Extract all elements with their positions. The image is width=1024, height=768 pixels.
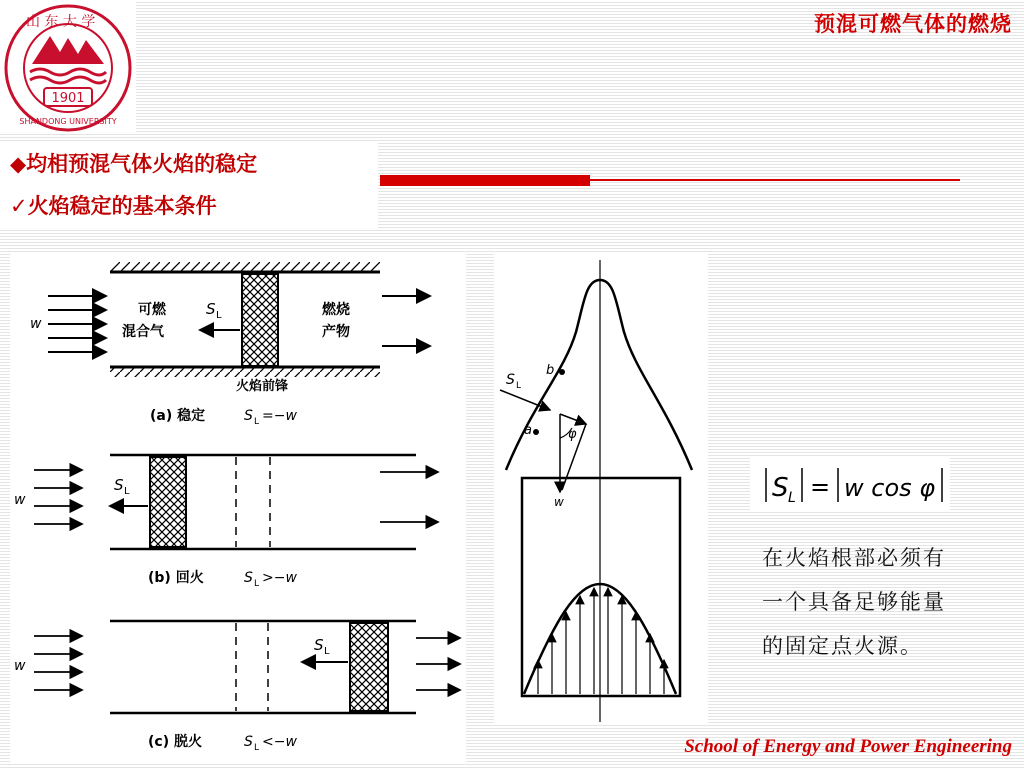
- flame-stability-cases-figure: [10, 252, 466, 762]
- formula-lhs-sub: L: [788, 490, 796, 506]
- panel-a-stable: [30, 262, 430, 427]
- flame-front-label: 火焰前锋: [236, 379, 289, 394]
- caption-c-cond: <−w: [262, 734, 297, 750]
- velocity-label: w: [14, 492, 26, 508]
- caption-c: (c) 脱火: [148, 734, 202, 750]
- figure-left-svg: [10, 252, 466, 762]
- logo-year: 1901: [51, 91, 85, 106]
- burner-tube: [522, 478, 680, 696]
- logo-ring-text: SHANDONG UNIVERSITY: [19, 117, 117, 126]
- velocity-label: w: [30, 316, 42, 332]
- caption-a: (a) 稳定: [150, 408, 206, 424]
- mixture-label-2: 混合气: [122, 324, 164, 340]
- caption-b-cond: >−w: [262, 570, 297, 586]
- flame-cone: [506, 280, 692, 470]
- caption-a-sl: S: [244, 408, 253, 424]
- heading-primary: ◆均相预混气体火焰的稳定: [10, 152, 258, 176]
- sl-label: S: [206, 300, 216, 318]
- products-label-1: 燃烧: [322, 302, 350, 318]
- svg-text:=: =: [810, 473, 831, 501]
- sl-label: S: [314, 636, 324, 654]
- caption-b: (b) 回火: [148, 570, 204, 586]
- slide-title: 预混可燃气体的燃烧: [814, 12, 1012, 36]
- logo-emblem: [0, 0, 136, 134]
- divider-bar: [380, 175, 590, 186]
- sl-subscript: L: [124, 486, 130, 497]
- university-logo: [0, 0, 136, 134]
- sl-label: S: [114, 476, 124, 494]
- ignition-note: 在火焰根部必须有一个具备足够能量的固定点火源。: [762, 546, 946, 658]
- mixture-label-1: 可燃: [138, 302, 166, 318]
- panel-b-flashback: [14, 455, 438, 589]
- formula-lhs: S: [772, 473, 789, 503]
- caption-c-sub: L: [254, 743, 260, 753]
- formula-svg: [750, 458, 950, 512]
- bunsen-flame-figure: [494, 252, 708, 724]
- sl-label: S: [506, 372, 515, 388]
- logo-chars: 山 东 大 学: [26, 14, 96, 30]
- heading-secondary: ✓火焰稳定的基本条件: [10, 194, 217, 218]
- products-label-2: 产物: [322, 324, 350, 340]
- velocity-label: w: [14, 658, 26, 674]
- caption-a-sub: L: [254, 417, 260, 427]
- sl-subscript: L: [324, 646, 330, 657]
- figure-right-svg: [494, 252, 708, 724]
- caption-a-cond: =−w: [262, 408, 297, 424]
- sl-subscript: L: [516, 381, 522, 391]
- formula-rhs: w cos φ: [844, 474, 936, 502]
- caption-b-sl: S: [244, 570, 253, 586]
- point-b-label: b: [546, 363, 555, 378]
- sl-subscript: L: [216, 310, 222, 321]
- phi-label: φ: [568, 427, 577, 442]
- panel-c-blowoff: [14, 621, 460, 753]
- caption-b-sub: L: [254, 579, 260, 589]
- point-a-label: a: [524, 423, 532, 438]
- stability-formula: [750, 458, 950, 512]
- footer-school: School of Energy and Power Engineering: [684, 736, 1012, 757]
- w-label: w: [554, 495, 564, 509]
- caption-c-sl: S: [244, 734, 253, 750]
